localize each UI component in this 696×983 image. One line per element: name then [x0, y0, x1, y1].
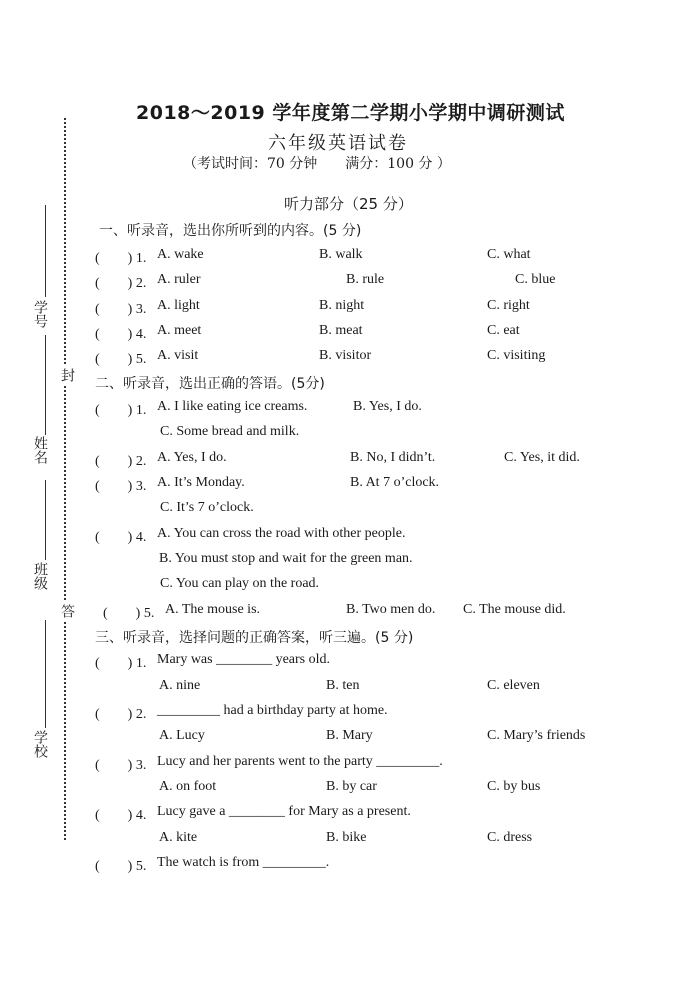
option-b: B. At 7 o’clock.: [350, 475, 440, 490]
q-text: Lucy gave a ________ for Mary as a present.: [157, 804, 411, 819]
q-number: ( ) 4.: [95, 808, 147, 823]
q-number: ( ) 5.: [95, 352, 147, 367]
option-a: A. wake: [157, 247, 204, 262]
q-number: ( ) 4.: [95, 530, 147, 545]
q-number: ( ) 2.: [95, 276, 147, 291]
option-a: A. on foot: [159, 779, 217, 794]
option-b: B. Mary: [326, 728, 373, 743]
option-a: A. ruler: [157, 272, 201, 287]
option-b: B. meat: [319, 323, 363, 338]
seal-mark-1: 封: [59, 368, 75, 382]
option-b: B. night: [319, 298, 365, 313]
option-c: C. You can play on the road.: [160, 576, 320, 591]
student-no-label: 学号: [32, 300, 48, 328]
section3-heading: 三、听录音，选择问题的正确答案，听三遍。(5 分): [95, 630, 414, 646]
option-a: A. kite: [159, 830, 198, 845]
option-a: A. nine: [159, 678, 201, 693]
class-label: 班级: [32, 562, 48, 590]
q-number: ( ) 1.: [95, 403, 147, 418]
option-b: B. Two men do.: [346, 602, 436, 617]
option-a: A. Yes, I do.: [157, 450, 227, 465]
option-a: A. light: [157, 298, 200, 313]
option-b: B. visitor: [319, 348, 372, 363]
school-underline: [45, 620, 46, 728]
option-c: C. what: [487, 247, 531, 262]
q-number: ( ) 4.: [95, 327, 147, 342]
option-b: B. walk: [319, 247, 363, 262]
option-c: C. eleven: [487, 678, 540, 693]
option-a: A. I like eating ice creams.: [157, 399, 308, 414]
student-no-underline: [45, 205, 46, 297]
seal-mark-2: 答: [59, 604, 75, 618]
option-c: C. eat: [487, 323, 520, 338]
option-b: B. ten: [326, 678, 360, 693]
option-a: A. You can cross the road with other people.: [157, 526, 406, 541]
exam-title: 2018～2019 学年度第二学期小学期中调研测试: [136, 102, 565, 124]
option-b: B. rule: [346, 272, 385, 287]
q-number: ( ) 1.: [95, 251, 147, 266]
q-text: The watch is from _________.: [157, 855, 330, 870]
q-number: ( ) 2.: [95, 454, 147, 469]
section1-heading: 一、听录音，选出你所听到的内容。(5 分): [99, 223, 362, 239]
q-number: ( ) 5.: [95, 859, 147, 874]
option-a: A. It’s Monday.: [157, 475, 245, 490]
option-a: A. visit: [157, 348, 199, 363]
q-number: ( ) 5.: [103, 606, 155, 621]
option-c: C. by bus: [487, 779, 541, 794]
option-c: C. right: [487, 298, 530, 313]
q-text: Mary was ________ years old.: [157, 652, 331, 667]
option-c: C. Some bread and milk.: [160, 424, 300, 439]
section2-heading: 二、听录音，选出正确的答语。(5分): [95, 376, 325, 392]
q-text: _________ had a birthday party at home.: [157, 703, 388, 718]
class-underline: [45, 480, 46, 560]
q-number: ( ) 1.: [95, 656, 147, 671]
option-c: C. Yes, it did.: [504, 450, 580, 465]
option-a: A. The mouse is.: [165, 602, 261, 617]
listening-part-title: 听力部分（25 分）: [284, 195, 413, 213]
option-c: C. Mary’s friends: [487, 728, 586, 743]
option-c: C. visiting: [487, 348, 546, 363]
q-number: ( ) 3.: [95, 758, 147, 773]
option-b: B. You must stop and wait for the green man.: [159, 551, 413, 566]
option-c: C. blue: [515, 272, 556, 287]
option-a: A. meet: [157, 323, 202, 338]
exam-subtitle: 六年级英语试卷: [268, 133, 408, 154]
option-a: A. Lucy: [159, 728, 205, 743]
option-c: C. The mouse did.: [463, 602, 566, 617]
name-underline: [45, 335, 46, 435]
school-label: 学校: [32, 730, 48, 758]
option-b: B. bike: [326, 830, 367, 845]
exam-info: （考试时间：70 分钟 满分：100 分 ）: [183, 156, 451, 172]
q-number: ( ) 3.: [95, 479, 147, 494]
name-label: 姓名: [32, 436, 48, 464]
q-number: ( ) 3.: [95, 302, 147, 317]
option-b: B. Yes, I do.: [353, 399, 422, 414]
option-b: B. by car: [326, 779, 377, 794]
binding-dotted-line: [64, 118, 66, 840]
option-c: C. dress: [487, 830, 533, 845]
option-c: C. It’s 7 o’clock.: [160, 500, 254, 515]
q-text: Lucy and her parents went to the party _________.: [157, 754, 443, 769]
option-b: B. No, I didn’t.: [350, 450, 436, 465]
q-number: ( ) 2.: [95, 707, 147, 722]
